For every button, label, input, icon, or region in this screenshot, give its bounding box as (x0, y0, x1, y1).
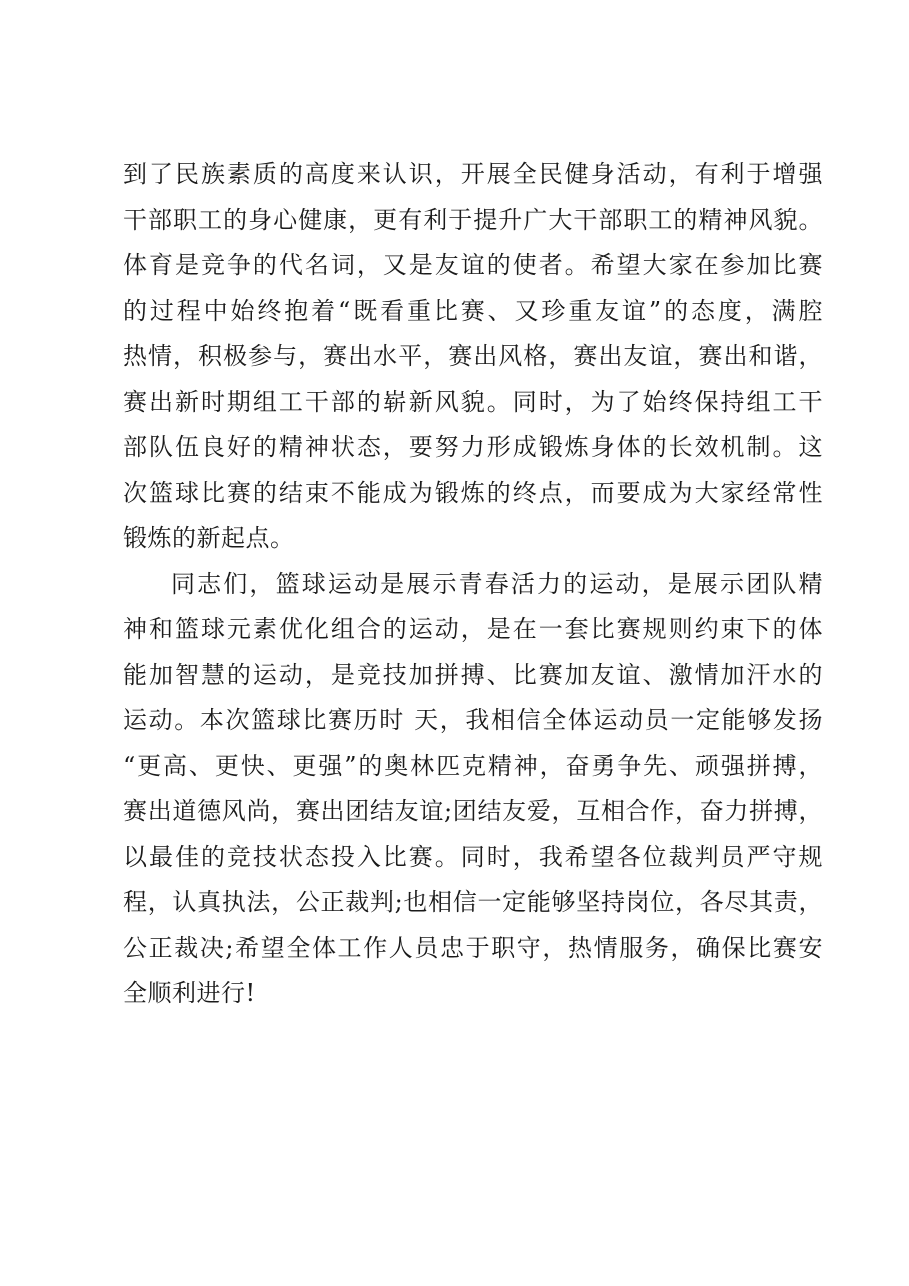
text-line: 能加智慧的运动，是竞技加拼搏、比赛加友谊、激情加汗水的 (123, 660, 823, 689)
paragraph-1 (123, 152, 823, 562)
text-line: 干部职工的身心健康，更有利于提升广大干部职工的精神风貌。 (123, 205, 823, 234)
text-line: 的过程中始终抱着“既看重比赛、又珍重友谊”的态度，满腔 (123, 296, 823, 325)
text-line: 部队伍良好的精神状态，要努力形成锻炼身体的长效机制。这 (123, 433, 823, 461)
text-line: 赛出道德风尚，赛出团结友谊;团结友爱，互相合作，奋力拼搏， (123, 797, 823, 825)
text-line: 公正裁决;希望全体工作人员忠于职守，热情服务，确保比赛安 (123, 933, 823, 962)
text-line: 同志们，篮球运动是展示青春活力的运动，是展示团队精 (171, 569, 823, 598)
text-line: “更高、更快、更强”的奥林匹克精神，奋勇争先、顽强拼搏， (123, 751, 823, 780)
text-line: 以最佳的竞技状态投入比赛。同时，我希望各位裁判员严守规 (123, 842, 823, 871)
text-line: 神和篮球元素优化组合的运动，是在一套比赛规则约束下的体 (123, 615, 823, 643)
text-line: 体育是竞争的代名词，又是友谊的使者。希望大家在参加比赛 (123, 251, 823, 279)
text-line: 次篮球比赛的结束不能成为锻炼的终点，而要成为大家经常性 (123, 478, 823, 507)
text-line: 赛出新时期组工干部的崭新风貌。同时，为了始终保持组工干 (123, 387, 823, 416)
text-line: 热情，积极参与，赛出水平，赛出风格，赛出友谊，赛出和谐， (123, 342, 823, 370)
text-line: 全顺利进行! (123, 979, 256, 1007)
text-line: 程，认真执法，公正裁判;也相信一定能够坚持岗位，各尽其责， (123, 888, 823, 916)
text-line: 运动。本次篮球比赛历时 天，我相信全体运动员一定能够发扬 (123, 706, 823, 734)
text-line: 到了民族素质的高度来认识，开展全民健身活动，有利于增强 (123, 160, 823, 188)
paragraph-2 (123, 562, 823, 1017)
text-line: 锻炼的新起点。 (123, 524, 295, 552)
document-body (123, 152, 823, 1017)
